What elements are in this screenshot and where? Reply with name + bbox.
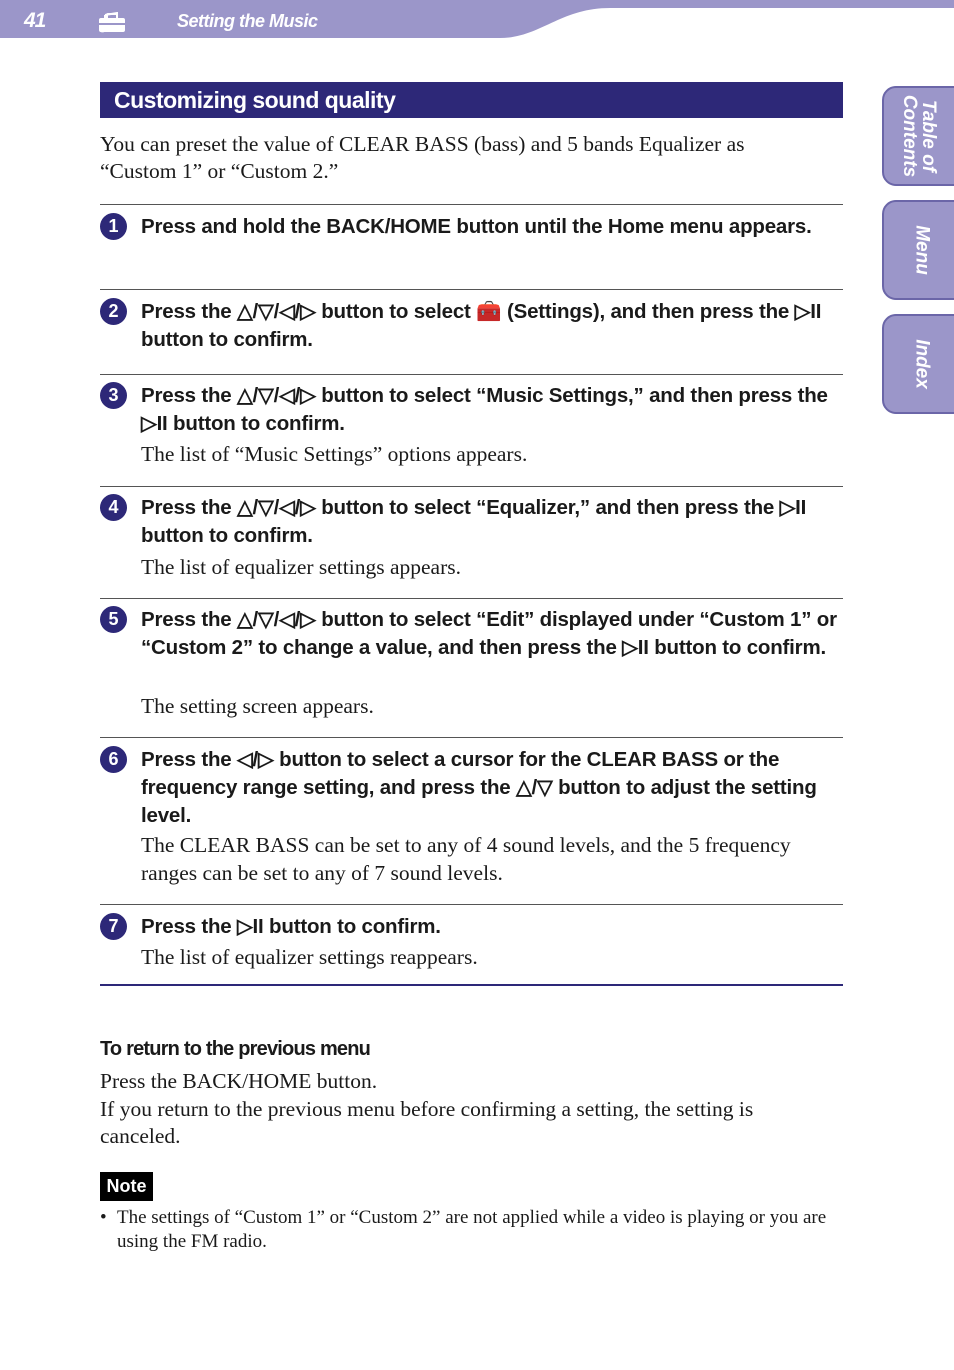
return-line-1: Press the BACK/HOME button. — [100, 1069, 378, 1093]
note-badge: Note — [100, 1172, 153, 1201]
page-header — [0, 0, 954, 40]
step-instruction: Press the △/▽/◁/▷ button to select “Music Settings,” and then press the ▷II button to confirm. — [141, 384, 828, 435]
return-line-2: If you return to the previous menu before confirming a setting, the setting is canceled. — [100, 1096, 754, 1148]
step-number: 3 — [100, 382, 127, 409]
step-divider — [100, 598, 843, 599]
step-number: 2 — [100, 298, 127, 325]
steps-end-divider — [100, 984, 843, 986]
tab-index[interactable] — [882, 314, 954, 414]
step-result: The list of equalizer settings reappears. — [141, 945, 478, 969]
tab-table-of-contents[interactable] — [882, 86, 954, 186]
step-instruction: Press the △/▽/◁/▷ button to select “Equalizer,” and then press the ▷II button to confirm. — [141, 496, 807, 547]
header-title: Setting the Music — [177, 11, 318, 31]
step-instruction: Press the ▷II button to confirm. — [141, 915, 441, 938]
page-number: 41 — [24, 9, 46, 32]
step-number: 6 — [100, 746, 127, 773]
step-divider — [100, 904, 843, 905]
step-number: 1 — [100, 213, 127, 240]
step-result: The list of “Music Settings” options appears. — [141, 442, 528, 466]
return-text — [100, 1068, 830, 1151]
step-divider — [100, 204, 843, 205]
step-number: 4 — [100, 494, 127, 521]
step-divider — [100, 374, 843, 375]
header-band — [0, 0, 954, 40]
tab-label: Index — [911, 339, 933, 389]
step-divider — [100, 289, 843, 290]
step-instruction: Press the △/▽/◁/▷ button to select “Edit” displayed under “Custom 1” or “Custom 2” to change a value, and then press the ▷II button to confirm. — [141, 608, 837, 659]
return-heading: To return to the previous menu — [100, 1038, 371, 1060]
note-text: The settings of “Custom 1” or “Custom 2” are not applied while a video is playing or you are using the FM radio. — [117, 1207, 827, 1252]
step-divider — [100, 737, 843, 738]
step-result: The setting screen appears. — [141, 694, 374, 718]
tab-menu[interactable] — [882, 200, 954, 300]
tab-label: Table of Contents — [898, 94, 939, 178]
intro-paragraph: You can preset the value of CLEAR BASS (bass) and 5 bands Equalizer as “Custom 1” or “Custom 2.” — [100, 132, 745, 183]
step-result: The list of equalizer settings appears. — [141, 555, 462, 579]
step-instruction: Press and hold the BACK/HOME button until the Home menu appears. — [141, 215, 812, 238]
step-number: 5 — [100, 606, 127, 633]
section-title: Customizing sound quality — [100, 82, 843, 118]
step-divider — [100, 486, 843, 487]
step-number: 7 — [100, 913, 127, 940]
step-instruction: Press the ◁/▷ button to select a cursor for the CLEAR BASS or the frequency range setting, and press the △/▽ button to adjust the setting level. — [141, 748, 817, 827]
bullet: • — [100, 1207, 107, 1228]
tab-label: Menu — [911, 225, 933, 275]
step-instruction: Press the △/▽/◁/▷ button to select 🧰 (Settings), and then press the ▷II button to confirm. — [141, 300, 822, 351]
step-result: The CLEAR BASS can be set to any of 4 sound levels, and the 5 frequency ranges can be set to any of 7 sound levels. — [141, 833, 791, 885]
